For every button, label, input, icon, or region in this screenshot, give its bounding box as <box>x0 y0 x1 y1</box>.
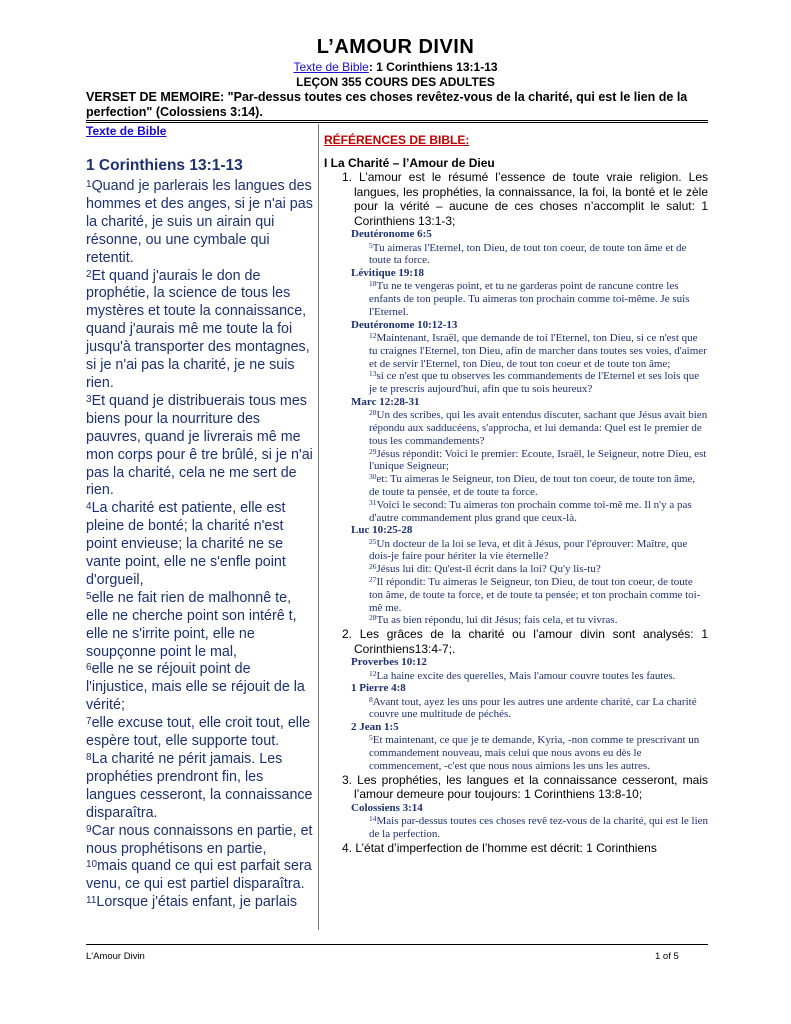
header-divider <box>86 120 708 123</box>
verse-number: 30 <box>369 472 377 482</box>
verse-number: 1 <box>86 179 92 190</box>
verse <box>86 661 305 713</box>
verse-number: 11 <box>86 895 97 907</box>
verse-number: 6 <box>86 662 92 674</box>
verse <box>86 894 297 910</box>
reference-verses <box>324 242 708 268</box>
verse-text: Voici le second: Tu aimeras ton prochain comme toi-mê me. Il n'y a pas d'autre commandement plus grand que ceux-là. <box>369 498 692 524</box>
verse-text: elle excuse tout, elle croit tout, elle espère tout, elle supporte tout. <box>86 715 311 750</box>
reference-verses <box>324 734 708 772</box>
verse <box>369 563 601 575</box>
point-4: 4. L’état d’imperfection de l’homme est décrit: 1 Corinthiens <box>342 840 657 855</box>
passage-text <box>86 178 314 912</box>
column-divider <box>318 124 319 930</box>
verse <box>369 734 699 772</box>
reference-title: 1 Pierre 4:8 <box>351 682 406 695</box>
reference-title: Deutéronome 10:12-13 <box>351 318 458 331</box>
verse-number: 25 <box>369 536 377 546</box>
verse-number: 28 <box>369 613 377 623</box>
verse <box>369 670 675 682</box>
footer-title: L'Amour Divin <box>86 951 145 962</box>
references-heading: RÉFÉRENCES DE BIBLE: <box>324 133 470 147</box>
verse-text: Tu aimeras l'Eternel, ton Dieu, de tout ton coeur, de toute ton âme et de toute ta force. <box>369 241 687 267</box>
verse-number: 14 <box>369 814 377 824</box>
verse-text: Un docteur de la loi se leva, et dit à Jésus, pour l'éprouver: Maître, que dois-je faire pour hériter la vie éternelle? <box>369 537 688 563</box>
verse <box>369 242 686 267</box>
reference-verses <box>324 696 708 722</box>
reference-title: Colossiens 3:14 <box>351 801 423 814</box>
passage-heading: 1 Corinthiens 13:1-13 <box>86 157 243 174</box>
verse-text: Jésus lui dit: Qu'est-il écrit dans la loi? Qu'y lis-tu? <box>376 563 601 576</box>
verse <box>369 332 707 370</box>
verse-text: La charité ne périt jamais. Les prophéties prendront fin, les langues cesseront, la connaissance disparaîtra. <box>86 751 313 821</box>
verse-text: Et quand je distribuerais tous mes biens pour la nourriture des pauvres, quand je livrerais mê me mon corps pour ê tre brûlé, si je n'ai pas la charité, cela ne me sert de rien. <box>86 392 313 499</box>
verse <box>369 280 689 318</box>
verse-text: Mais par-dessus toutes ces choses revê tez-vous de la charité, qui est le lien de la perfection. <box>369 815 709 840</box>
verse <box>369 815 708 840</box>
verse-text: Car nous connaissons en partie, et nous prophétisons en partie, <box>86 822 313 857</box>
verse-number: 13 <box>369 369 377 379</box>
verse-number: 18 <box>369 279 377 289</box>
verse <box>86 858 312 892</box>
verse-number: 5 <box>369 733 373 743</box>
verse-number: 27 <box>369 574 377 584</box>
verse-number: 10 <box>86 859 98 871</box>
lesson-line: LEÇON 355 COURS DES ADULTES <box>296 75 495 89</box>
verse <box>86 178 313 266</box>
bible-text-column <box>86 124 314 912</box>
footer-divider <box>86 944 708 945</box>
reference-title: Lévitique 19:18 <box>351 267 425 280</box>
verse <box>369 473 695 498</box>
verse-text: mais quand ce qui est parfait sera venu, ce qui est partiel disparaîtra. <box>86 858 312 893</box>
verse <box>86 268 310 391</box>
section-heading: I La Charité – l’Amour de Dieu <box>324 156 495 170</box>
verse <box>86 590 297 660</box>
references-column <box>324 133 708 855</box>
reference-title: Marc 12:28-31 <box>351 395 420 408</box>
verse-text: Jésus répondit: Voici le premier: Ecoute, Israël, le Seigneur, notre Dieu, est l'unique Seigneur; <box>369 447 707 473</box>
reference-verses <box>324 409 708 524</box>
verse-text: La haine excite des querelles, Mais l'amour couvre toutes les fautes. <box>376 669 676 682</box>
point-3: 3. Les prophéties, les langues et la connaissance cesseront, mais l’amour demeure pour toujours: 1 Corinthiens 13:8-10; <box>342 772 708 802</box>
verse <box>369 696 697 721</box>
point-2: 2. Les grâces de la charité ou l’amour divin sont analysés: 1 Corinthiens13:4-7;. <box>342 627 708 656</box>
verse-text: Tu ne te vengeras point, et tu ne garderas point de rancune contre les enfants de ton peuple. Tu aimeras ton prochain comme toi-même. Je suis l'Eternel. <box>369 280 690 318</box>
reference-verses <box>324 280 708 318</box>
verse-text: Quand je parlerais les langues des hommes et des anges, si je n'ai pas la charité, je suis un airain qui résonne, ou une cymbale qui retentit. <box>86 178 313 266</box>
left-bible-text-link[interactable]: Texte de Bible <box>86 124 167 138</box>
verse-text: elle ne se réjouit point de l'injustice, mais elle se réjouit de la vérité; <box>86 661 305 714</box>
verse <box>369 448 706 473</box>
reference-verses <box>324 815 708 841</box>
verse <box>369 576 700 614</box>
page-number: 1 of 5 <box>655 951 679 962</box>
reference-title: 2 Jean 1:5 <box>351 721 399 734</box>
verse-text: Et quand j'aurais le don de prophétie, la science de tous les mystères et toute la connaissance, quand j'aurais mê me toute la foi jusqu'à transporter des montagnes, si je n'ai pas la charité, je ne suis rien. <box>86 267 310 391</box>
verse-number: 31 <box>369 497 377 507</box>
verse-number: 3 <box>86 393 92 405</box>
verse-number: 12 <box>369 668 377 678</box>
verse-number: 28 <box>369 408 377 418</box>
verse-number: 9 <box>86 823 92 835</box>
scripture-reference: : 1 Corinthiens 13:1-13 <box>368 60 498 74</box>
reference-verses <box>324 332 708 396</box>
reference-verses <box>324 538 708 628</box>
verse-text: Il répondit: Tu aimeras le Seigneur, ton Dieu, de tout ton coeur, de toute ton âme, de toute ta force, et de toute ta pensée; et ton prochain comme toi-mê me. <box>369 575 701 614</box>
reference-title: Deutéronome 6:5 <box>351 228 432 241</box>
bible-text-link[interactable]: Texte de Bible <box>293 60 369 74</box>
memory-verse: VERSET DE MEMOIRE: "Par-dessus toutes ces choses revêtez-vous de la charité, qui est le lien de la perfection" (Colossiens 3:14). <box>86 90 688 119</box>
page-title: L’AMOUR DIVIN <box>316 36 475 58</box>
verse-text: Tu as bien répondu, lui dit Jésus; fais cela, et tu vivras. <box>376 614 618 627</box>
verse-number: 26 <box>369 562 377 572</box>
verse-number: 7 <box>86 716 92 728</box>
point-1: 1. L’amour est le résumé l’essence de toute vraie religion. Les langues, les prophéties, la connaissance, la foi, la bonté et le zèle pour la vérité – aucune de ces choses n’accomplit le salut: 1 Corinthiens 13:1-3; <box>342 170 708 228</box>
verse-text: La charité est patiente, elle est pleine de bonté; la charité n'est point envieuse; la charité ne se vante point, elle ne s'enfle point d'orgueil, <box>86 500 286 588</box>
verse <box>369 614 617 626</box>
verse-text: elle ne fait rien de malhonnê te, elle ne cherche point son intérê t, elle ne s'irrite point, elle ne soupçonne point le mal, <box>86 589 297 660</box>
verse <box>86 823 313 857</box>
reference-title: Luc 10:25-28 <box>351 524 413 537</box>
reference-title: Proverbes 10:12 <box>351 656 427 669</box>
reference-verses <box>324 670 708 683</box>
verse-text: Maintenant, Israël, que demande de toi l'Eternel, ton Dieu, si ce n'est que tu craignes l'Eternel, ton Dieu, afin de marcher dans toutes ses voies, d'aimer et de servir l'Eternel, ton Dieu, de tout ton coeur et de toute ton âme; <box>369 331 707 370</box>
verse-number: 12 <box>369 330 377 340</box>
verse-number: 5 <box>369 240 373 250</box>
verse <box>86 751 313 821</box>
verse-number: 2 <box>86 268 92 280</box>
scripture-line <box>0 60 791 74</box>
verse-number: 8 <box>369 694 373 704</box>
verse-text: Avant tout, ayez les uns pour les autres une ardente charité, car La charité couvre une multitude de péchés. <box>369 695 697 721</box>
verse-text: si ce n'est que tu observes les commandements de l'Eternel et ses lois que je te prescris aujourd'hui, afin que tu sois heureux? <box>369 370 700 396</box>
verse <box>86 715 310 749</box>
verse-text: Un des scribes, qui les avait entendus discuter, sachant que Jésus avait bien répondu aux sadducéens, s'approcha, et lui demanda: Quel est le premier de tous les commandements? <box>369 409 708 447</box>
verse-text: Lorsque j'étais enfant, je parlais <box>96 894 298 911</box>
verse <box>369 499 692 524</box>
verse <box>369 538 687 563</box>
verse-text: et: Tu aimeras le Seigneur, ton Dieu, de tout ton coeur, de toute ton âme, de toute ta pensée, et de toute ta force. <box>369 473 696 498</box>
verse-text: Et maintenant, ce que je te demande, Kyria, -non comme te prescrivant un commandement nouveau, mais celui que nous avons eu dès le commencement, -c'est que nous nous aimions les uns les autres. <box>369 734 700 772</box>
verse-number: 8 <box>86 752 92 763</box>
verse-number: 5 <box>86 590 92 602</box>
verse <box>86 393 313 499</box>
verse-number: 4 <box>86 501 92 513</box>
verse <box>369 370 699 395</box>
verse <box>369 409 707 447</box>
verse <box>86 500 286 588</box>
verse-number: 29 <box>369 446 377 456</box>
